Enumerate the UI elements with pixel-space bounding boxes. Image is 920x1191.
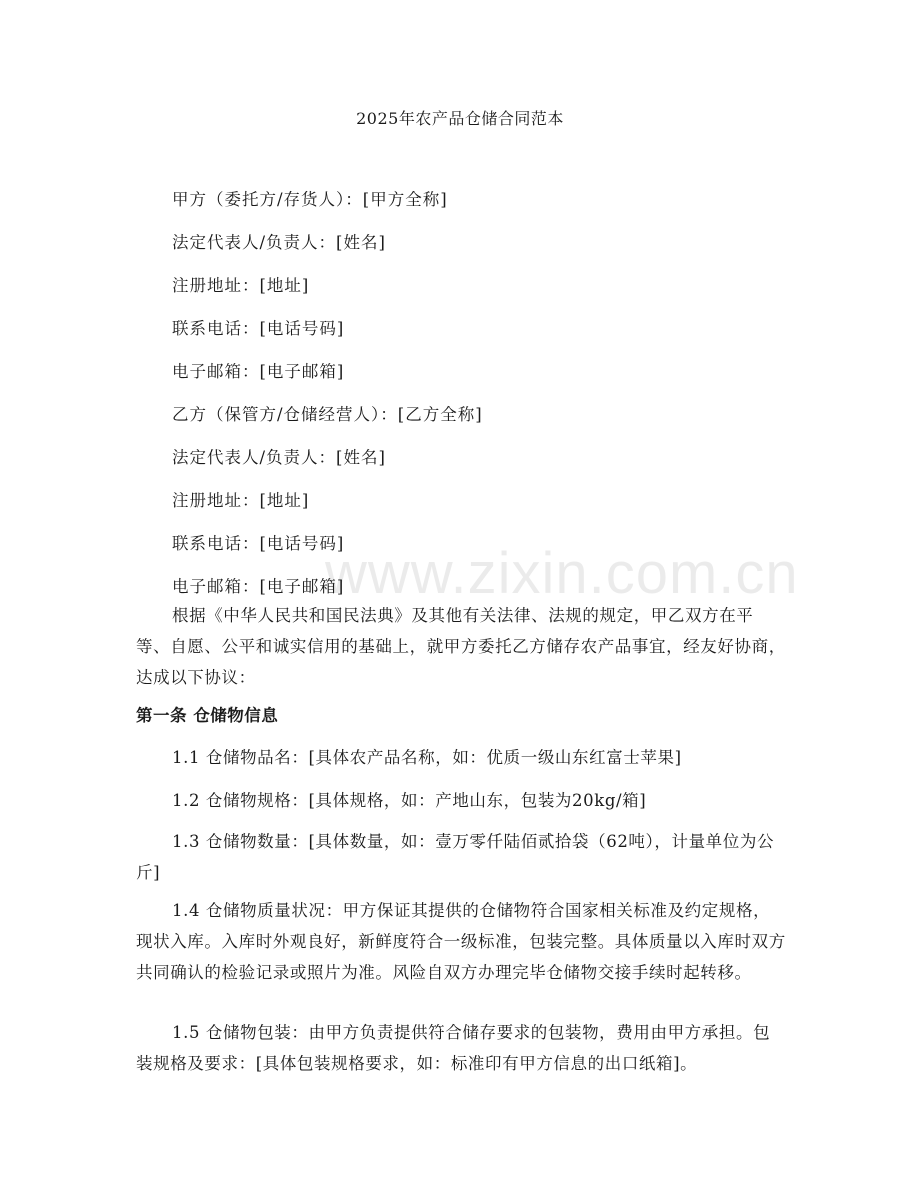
clause-1-2: 1.2 仓储物规格：[具体规格，如：产地山东，包装为20kg/箱] (172, 791, 647, 810)
clause-1-4: 1.4 仓储物质量状况：甲方保证其提供的仓储物符合国家相关标准及约定规格，现状入库。入库时外观良好，新鲜度符合一级标准，包装完整。具体质量以入库时双方共同确认的检验记录或照片为准。风险自双方办理完毕仓储物交接手续时起转移。 (136, 901, 786, 982)
party-a-representative: 法定代表人/负责人：[姓名] (172, 233, 386, 252)
preamble-paragraph: 根据《中华人民共和国民法典》及其他有关法律、法规的规定，甲乙双方在平等、自愿、公平和诚实信用的基础上，就甲方委托乙方储存农产品事宜，经友好协商，达成以下协议： (136, 606, 786, 687)
party-b-phone: 联系电话：[电话号码] (172, 534, 345, 553)
watermark: www.zixin.com.cn (325, 541, 799, 606)
clause-1-1: 1.1 仓储物品名：[具体农产品名称，如：优质一级山东红富士苹果] (172, 748, 682, 767)
party-a-address: 注册地址：[地址] (172, 276, 310, 295)
party-a-name: 甲方（委托方/存货人）：[甲方全称] (172, 190, 448, 209)
document-title: 2025年农产品仓储合同范本 (356, 109, 564, 128)
party-info (172, 186, 792, 616)
party-a-phone: 联系电话：[电话号码] (172, 319, 345, 338)
party-a-email: 电子邮箱：[电子邮箱] (172, 362, 345, 381)
clause-1-5: 1.5 仓储物包装：由甲方负责提供符合储存要求的包装物，费用由甲方承担。包装规格及要求：[具体包装规格要求，如：标准印有甲方信息的出口纸箱]。 (136, 1023, 771, 1073)
article-1-heading: 第一条 仓储物信息 (136, 706, 279, 725)
party-b-email: 电子邮箱：[电子邮箱] (172, 577, 345, 596)
party-b-name: 乙方（保管方/仓储经营人）：[乙方全称] (172, 405, 483, 424)
party-b-address: 注册地址：[地址] (172, 491, 310, 510)
clause-1-3: 1.3 仓储物数量：[具体数量，如：壹万零仟陆佰贰拾袋（62吨），计量单位为公斤] (136, 832, 775, 882)
party-b-representative: 法定代表人/负责人：[姓名] (172, 448, 386, 467)
